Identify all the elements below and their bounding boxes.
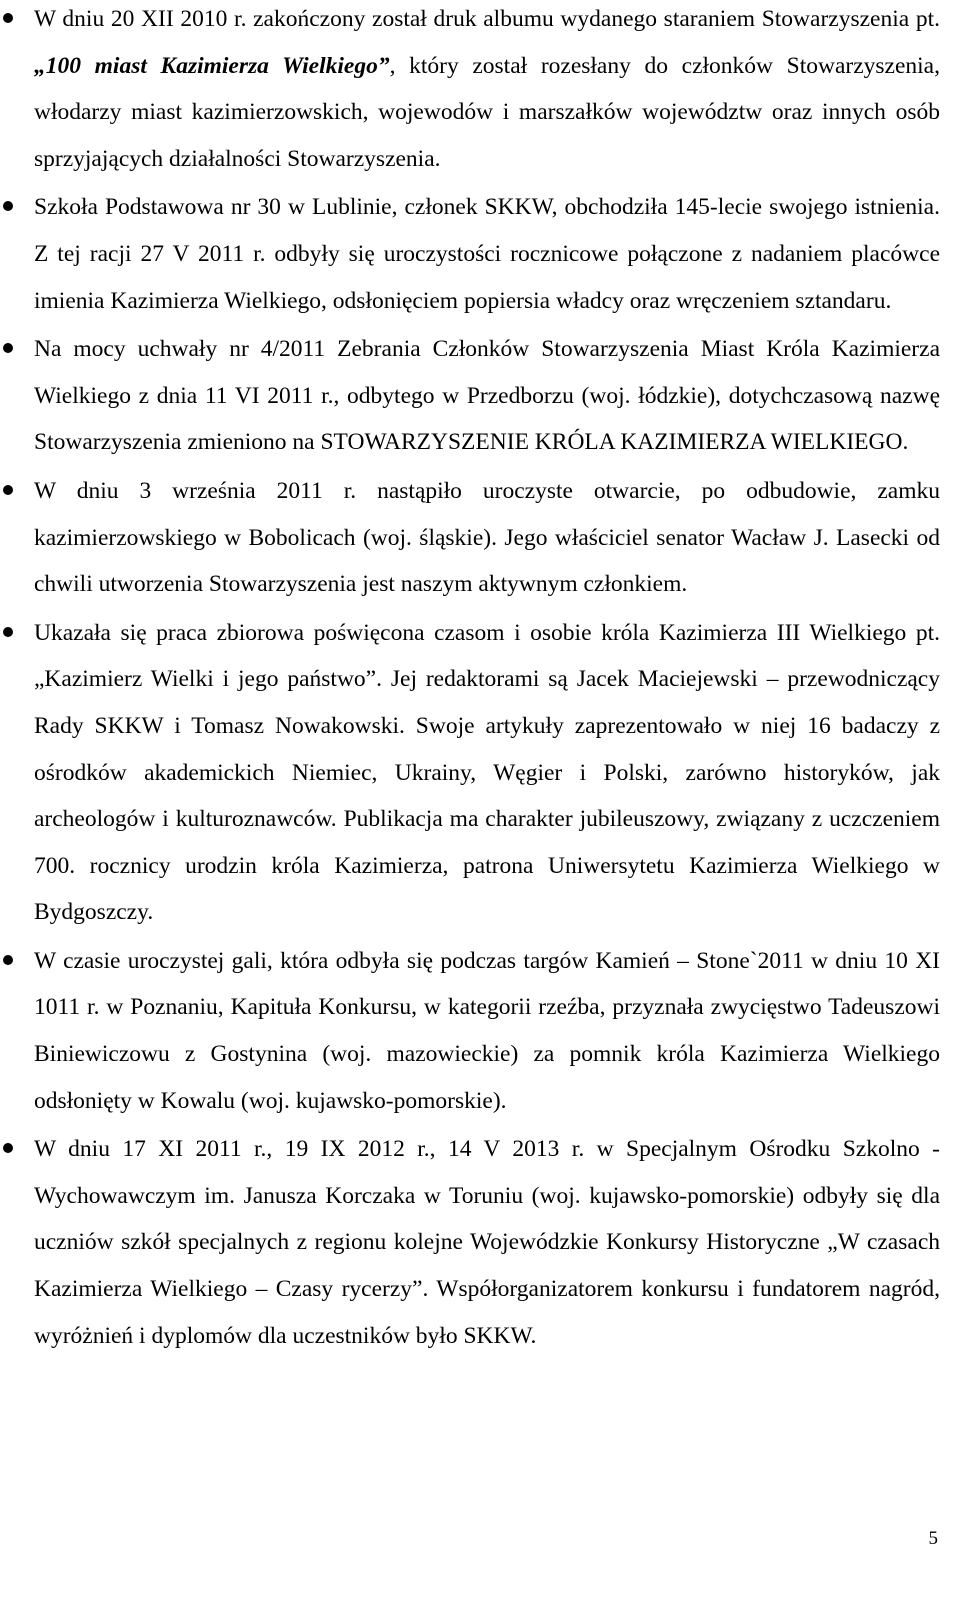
list-item-text-after: , który został rozesłany do członków Stowarzyszenia, włodarzy miast kazimierzowskich, wojewodów i marszałków województw oraz innych osób sprzyjających działalności Stowarzyszenia. (34, 52, 940, 172)
bullet-icon (3, 1143, 13, 1153)
list-item-text: W dniu 17 XI 2011 r., 19 IX 2012 r., 14 V 2013 r. w Specjalnym Ośrodku Szkolno - Wychowawczym im. Janusza Korczaka w Toruniu (woj. kujawsko-pomorskie) odbyły się dla uczniów szkół specjalnych z regionu kolejne Wojewódzkie Konkursy Historyczne „W czasach Kazimierza Wielkiego – Czasy rycerzy”. Współorganizatorem konkursu i fundatorem nagród, wyróżnień i dyplomów dla uczestników było SKKW. (34, 1136, 940, 1349)
list-item-text: W czasie uroczystej gali, która odbyła się podczas targów Kamień – Stone`2011 w dniu 10 XI 1011 r. w Poznaniu, Kapituła Konkursu, w kategorii rzeźba, przyznała zwycięstwo Tadeuszowi Biniewiczowu z Gostynina (woj. mazowieckie) za pomnik króla Kazimierza Wielkiego odsłonięty w Kowalu (woj. kujawsko-pomorskie). (34, 947, 940, 1114)
bullet-icon (3, 13, 13, 23)
list-item-text: Na mocy uchwały nr 4/2011 Zebrania Członków Stowarzyszenia Miast Króla Kazimierza Wielkiego z dnia 11 VI 2011 r., odbytego w Przedborzu (woj. łódzkie), dotychczasową nazwę Stowarzyszenia zmieniono na STOWARZYSZENIE KRÓLA KAZIMIERZA WIELKIEGO. (34, 336, 940, 456)
bullet-icon (3, 485, 13, 495)
list-item (0, 938, 960, 1124)
list-item (0, 468, 960, 608)
list-item-text-before: W dniu 20 XII 2010 r. zakończony został druk albumu wydanego staraniem Stowarzyszenia pt. (34, 6, 940, 32)
bullet-icon (3, 955, 13, 965)
list-item (0, 1126, 960, 1359)
page-number: 5 (928, 1528, 938, 1549)
bullet-icon (3, 201, 13, 211)
list-item (0, 184, 960, 324)
list-item-text: Szkoła Podstawowa nr 30 w Lublinie, członek SKKW, obchodziła 145-lecie swojego istnienia. Z tej racji 27 V 2011 r. odbyły się uroczystości rocznicowe połączone z nadaniem placówce imienia Kazimierza Wielkiego, odsłonięciem popiersia władcy oraz wręczeniem sztandaru. (34, 194, 940, 314)
list-item (0, 326, 960, 466)
bullet-icon (3, 343, 13, 353)
album-title: „100 miast Kazimierza Wielkiego” (34, 52, 390, 79)
list-item-text: Ukazała się praca zbiorowa poświęcona czasom i osobie króla Kazimierza III Wielkiego pt. „Kazimierz Wielki i jego państwo”. Jej redaktorami są Jacek Maciejewski – przewodniczący Rady SKKW i Tomasz Nowakowski. Swoje artykuły zaprezentowało w niej 16 badaczy z ośrodków akademickich Niemiec, Ukrainy, Węgier i Polski, zarówno historyków, jak archeologów i kulturoznawców. Publikacja ma charakter jubileuszowy, związany z uczczeniem 700. rocznicy urodzin króla Kazimierza, patrona Uniwersytetu Kazimierza Wielkiego w Bydgoszczy. (34, 619, 940, 926)
list-item-text (34, 0, 940, 182)
bullet-icon (3, 627, 13, 637)
list-item (0, 610, 960, 936)
list-item (0, 0, 960, 182)
list-item-text: W dniu 3 września 2011 r. nastąpiło uroczyste otwarcie, po odbudowie, zamku kazimierzowskiego w Bobolicach (woj. śląskie). Jego właściciel senator Wacław J. Lasecki od chwili utworzenia Stowarzyszenia jest naszym aktywnym członkiem. (34, 477, 940, 598)
